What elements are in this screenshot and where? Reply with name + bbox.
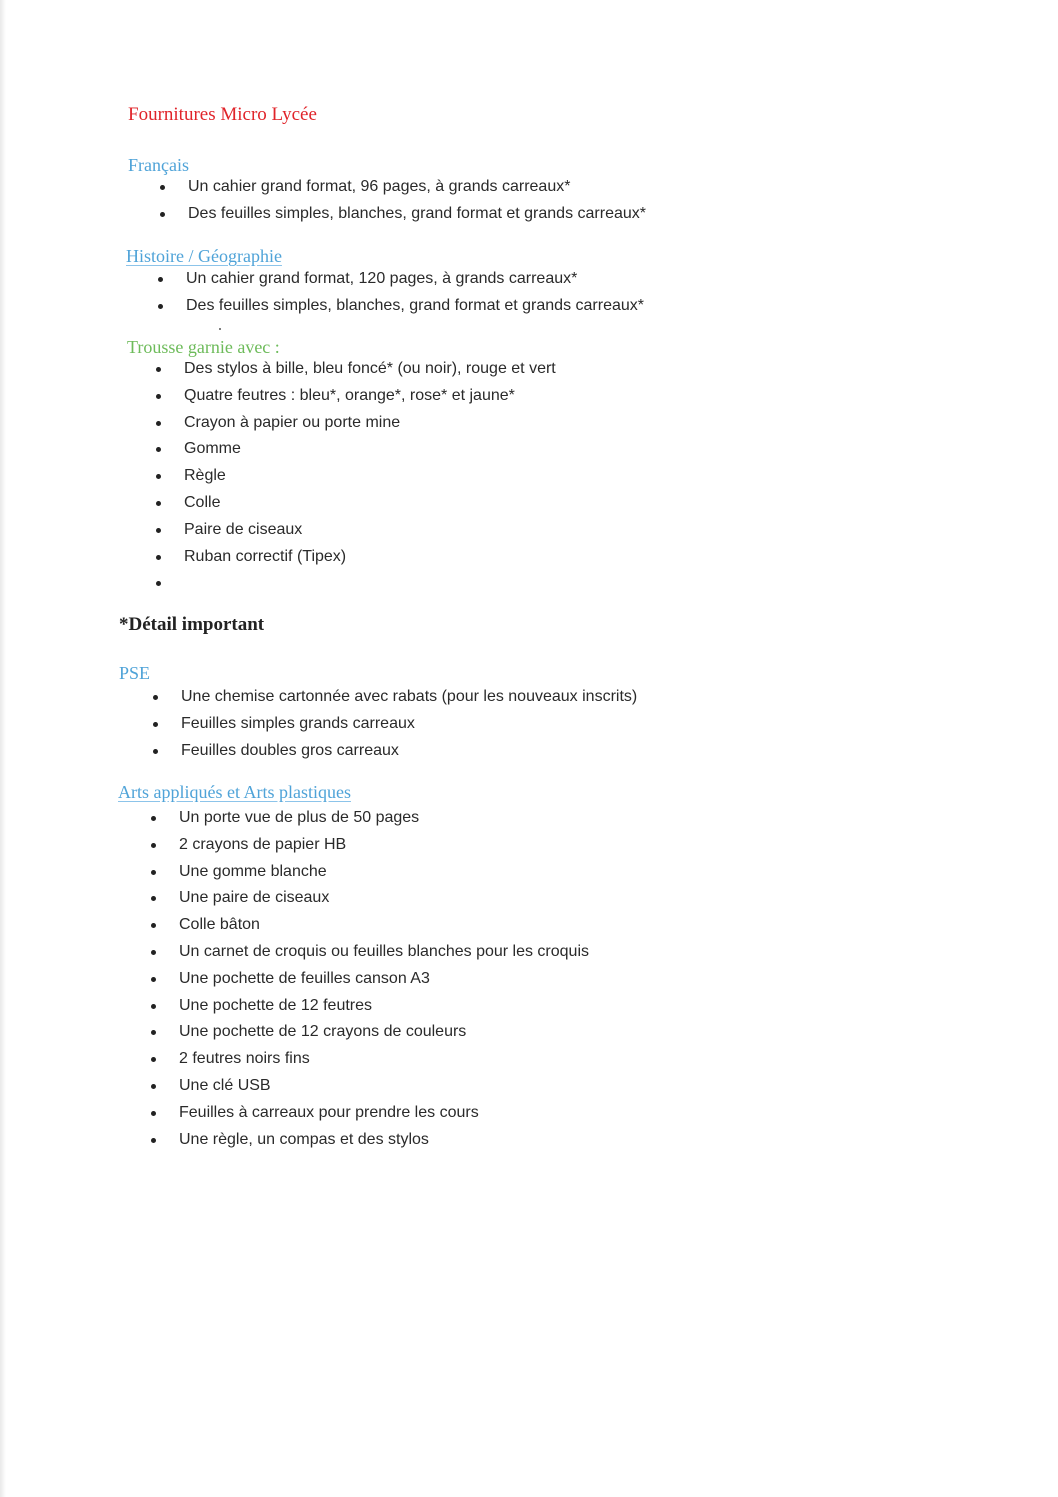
list-item-text: Feuilles simples grands carreaux: [181, 714, 415, 732]
heading-pse: PSE: [119, 663, 151, 683]
bullet-icon: [151, 923, 156, 928]
stray-mark: [219, 328, 221, 330]
bullet-icon: [151, 977, 156, 982]
list-item-text: Un porte vue de plus de 50 pages: [179, 809, 420, 826]
bullet-icon: [156, 528, 161, 533]
bullet-icon: [156, 394, 161, 399]
list-item-text: Une règle, un compas et des stylos: [179, 1130, 429, 1148]
list-item-text: Des feuilles simples, blanches, grand format et grands carreaux*: [188, 204, 646, 222]
list-item-text: Un carnet de croquis ou feuilles blanches pour les croquis: [179, 942, 590, 960]
list-item-text: Une clé USB: [179, 1076, 271, 1094]
heading-histoire-geographie: Histoire / Géographie: [126, 246, 282, 266]
list-item-text: Une gomme blanche: [179, 862, 327, 880]
bullet-icon: [153, 749, 158, 754]
bullet-icon: [160, 212, 165, 217]
list-item-text: Une pochette de feuilles canson A3: [179, 969, 430, 987]
list-item-text: Une paire de ciseaux: [179, 889, 330, 907]
bullet-icon: [151, 843, 156, 848]
list-item-text: 2 crayons de papier HB: [179, 835, 347, 853]
bullet-icon: [151, 950, 156, 955]
bullet-icon: [153, 695, 158, 700]
list-item-text: Feuilles doubles gros carreaux: [181, 741, 399, 759]
bullet-icon: [156, 421, 161, 426]
list-item-text: Gomme: [184, 440, 241, 458]
heading-francais: Français: [128, 155, 189, 175]
bullet-icon: [153, 722, 158, 727]
list-item-text: Crayon à papier ou porte mine: [184, 413, 401, 431]
page-edge-shadow: [0, 0, 6, 1497]
list-item-text: 2 feutres noirs fins: [179, 1050, 310, 1068]
heading-trousse: Trousse garnie avec :: [127, 337, 280, 357]
list-item-text: Quatre feutres : bleu*, orange*, rose* et jaune*: [184, 386, 515, 404]
heading-arts: Arts appliqués et Arts plastiques: [118, 782, 351, 802]
list-item-text: Feuilles à carreaux pour prendre les cours: [179, 1103, 479, 1121]
list-item-text: Des stylos à bille, bleu foncé* (ou noir), rouge et vert: [184, 360, 556, 377]
list-item-text: Paire de ciseaux: [184, 520, 303, 538]
bullet-icon: [156, 474, 161, 479]
document-title: Fournitures Micro Lycée: [128, 104, 317, 125]
bullet-icon: [158, 277, 163, 282]
bullet-icon: [156, 555, 161, 560]
list-item-text: Règle: [184, 467, 226, 485]
list-item-text: Colle bâton: [179, 916, 260, 934]
bullet-icon: [158, 304, 163, 309]
bullet-icon: [151, 1084, 156, 1089]
list-item-text: Une pochette de 12 crayons de couleurs: [179, 1023, 467, 1041]
bullet-icon: [151, 816, 156, 821]
bullet-icon: [151, 1111, 156, 1116]
list-item-text: Un cahier grand format, 96 pages, à grands carreaux*: [188, 178, 571, 195]
bullet-icon: [151, 896, 156, 901]
bullet-icon: [156, 501, 161, 506]
bullet-icon: [151, 1057, 156, 1062]
bullet-icon: [156, 367, 161, 372]
list-item-text: Colle: [184, 493, 221, 511]
bullet-icon: [156, 581, 161, 586]
important-note: *Détail important: [119, 614, 265, 635]
list-item-text: Une pochette de 12 feutres: [179, 996, 373, 1014]
list-item-text: Un cahier grand format, 120 pages, à grands carreaux*: [186, 270, 578, 287]
bullet-icon: [160, 185, 165, 190]
bullet-icon: [151, 1030, 156, 1035]
bullet-icon: [151, 1004, 156, 1009]
bullet-icon: [151, 870, 156, 875]
list-item-text: Une chemise cartonnée avec rabats (pour les nouveaux inscrits): [181, 688, 638, 705]
bullet-icon: [156, 447, 161, 452]
list-item-text: Ruban correctif (Tipex): [184, 547, 347, 565]
bullet-icon: [151, 1138, 156, 1143]
list-item-text: Des feuilles simples, blanches, grand format et grands carreaux*: [186, 296, 644, 314]
